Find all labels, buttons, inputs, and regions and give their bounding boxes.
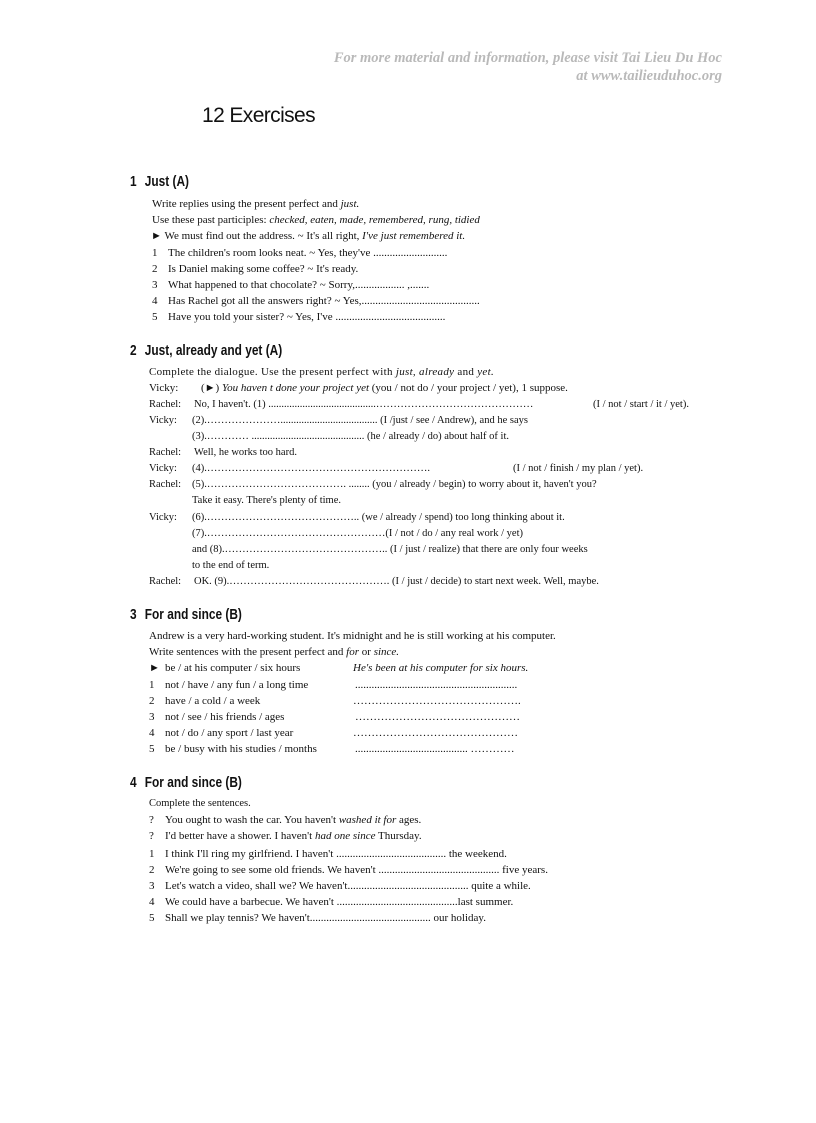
section-1-instructions: Write replies using the present perfect and just. (152, 198, 360, 210)
page-title: 12 Exercises (202, 104, 316, 127)
dialogue-line: Vicky: (2).…………………..................................... (I /just / see / Andrew), and he says (149, 415, 528, 426)
watermark-line-2: at www.tailieuduhoc.org (576, 68, 722, 84)
dialogue-line: Rachel: Well, he works too hard. (149, 447, 297, 458)
section-4-example: ? You ought to wash the car. You haven't washed it for ages. (149, 814, 422, 826)
section-1-example: ► We must find out the address. ~ It's all right, I've just remembered it. (151, 230, 466, 242)
section-title: Just (A) (144, 174, 190, 190)
section-2-heading: 2 Just, already and yet (A) (130, 343, 283, 359)
section-4-example: ? I'd better have a shower. I haven't had one since Thursday. (149, 830, 422, 842)
dialogue-line: Vicky: (►) You haven t done your project yet (you / not do / your project / yet), 1 suppose. (149, 382, 568, 394)
section-3-example: ► be / at his computer / six hours He's been at his computer for six hours. (149, 662, 529, 674)
worksheet-page: For more material and information, please visit Tai Lieu Du Hoc at www.tailieuduhoc.org 12 Exercises 1 Just (A) Write replies using the present perfect and just. Use these past participles: checked, eaten, made, remembered, rung, tidied ► We must find out the address. ~ It's all right, I've just remembered it. 1 The children's room looks neat. ~ Yes, they've ........................... 2 Is Daniel making some coffee? ~ It's ready. 3 What happened to that chocolate? ~ Sorry,.................. ,....... 4 Has Rachel got all the answers right? ~ Yes,........................................... 5 Have you told your sister? ~ Yes, I've ........................................ 2 Just, already and yet (A) Complete the dialogue. Use the present perfect with just, already and yet. Vicky: (►) You haven t done your project yet (you / not do / your project / yet), 1 suppose. Rachel: No, I haven't. (1) .........................................……………………………………… (I / not / start / it / yet). Vicky: (2).…………………..................................... (I /just / see / Andrew), and he says (3).………… ........................................... (he / already / do) about half of it. Rachel: Well, he works too hard. Vicky: (4).………………………………………………………. (I / not / finish / my plan / yet). Rachel: (5).…………………………………. ........ (you / already / begin) to worry about it, haven't you? Take it easy. There's plenty of time. Vicky: (6).…………………………………….. (we / already / spend) too long thinking about it. (7).……………………………………………(I / not / do / any real work / yet) and (8).……………………………………….. (I / just / realize) that there are only four weeks to the end of term. Rachel: OK. (9).………………………………………. (I / just / decide) to start next week. Well, maybe. 3 For and since (B) Andrew is a very hard-working student. It's midnight and he is still working at his computer. Write sentences with the present perfect and for or since. ► be / at his computer / six hours He's been at his computer for six hours. 1 not / have / any fun / a long time ........................................................... 2 have / a cold / a week ………………………………………. 3 not / see / his friends / ages ……………………………………… 4 not / do / any sport / last year ……………………………………… 5 be / busy with his studies / months ......................................... ………… 4 For and since (B) Complete the sentences. ? You ought to wash the car. You haven't washed it for ages. ? I'd better have a shower. I haven't had one since Thursday. 1 I think I'll ring my girlfriend. I haven't ........................................ the weekend. 2 We're going to see some old friends. We haven't ............................................ five years. 3 Let's watch a video, shall we? We haven't............................................ quite a while. 4 We could have a barbecue. We haven't ............................................last summer. 5 Shall we play tennis? We haven't............................................ our holiday. (130, 50, 722, 924)
section-2-instructions: Complete the dialogue. Use the present perfect with just, already and yet. (149, 366, 495, 378)
dialogue-line: Rachel: No, I haven't. (1) .........................................……………………………………… (I / not / start / it / yet). (149, 399, 689, 410)
section-number: 1 (130, 174, 137, 190)
list-item: 4 not / do / any sport / last year ……………………………………… (149, 727, 518, 739)
section-4-instructions: Complete the sentences. (149, 798, 251, 809)
section-3-heading: 3 For and since (B) (130, 607, 242, 623)
dialogue-line: Vicky: (6).…………………………………….. (we / already / spend) too long thinking about it. (149, 512, 565, 523)
list-item: 5 be / busy with his studies / months ......................................... ………… (149, 743, 515, 755)
list-item: 2 We're going to see some old friends. We haven't ............................................ five years. (149, 864, 548, 876)
list-item: 2 have / a cold / a week ………………………………………. (149, 695, 521, 707)
dialogue-line: Rachel: (5).…………………………………. ........ (you / already / begin) to worry about it, haven't you? (149, 479, 597, 490)
dialogue-line: Vicky: (4).………………………………………………………. (I / not / finish / my plan / yet). (149, 463, 644, 474)
section-3-instructions: Andrew is a very hard-working student. It's midnight and he is still working at his computer. (149, 630, 556, 642)
list-item: 1 not / have / any fun / a long time ........................................................... (149, 679, 518, 691)
list-item: 5 Shall we play tennis? We haven't............................................ our holiday. (149, 912, 486, 924)
watermark-line-1: For more material and information, please visit Tai Lieu Du Hoc (333, 50, 722, 66)
dialogue-line: Rachel: OK. (9).………………………………………. (I / just / decide) to start next week. Well, maybe. (149, 576, 599, 587)
list-item: 3 Let's watch a video, shall we? We haven't............................................ quite a while. (149, 880, 531, 892)
section-3-instructions-2: Write sentences with the present perfect and for or since. (149, 646, 400, 658)
list-item: 1 I think I'll ring my girlfriend. I haven't ........................................ the weekend. (149, 848, 507, 860)
list-item: 3 not / see / his friends / ages ……………………………………… (149, 711, 520, 723)
section-4-heading: 4 For and since (B) (130, 775, 242, 791)
section-1-instructions-2: Use these past participles: checked, eaten, made, remembered, rung, tidied (152, 214, 480, 226)
list-item: 4 We could have a barbecue. We haven't ............................................last summer. (149, 896, 514, 908)
section-1-heading (130, 174, 189, 190)
